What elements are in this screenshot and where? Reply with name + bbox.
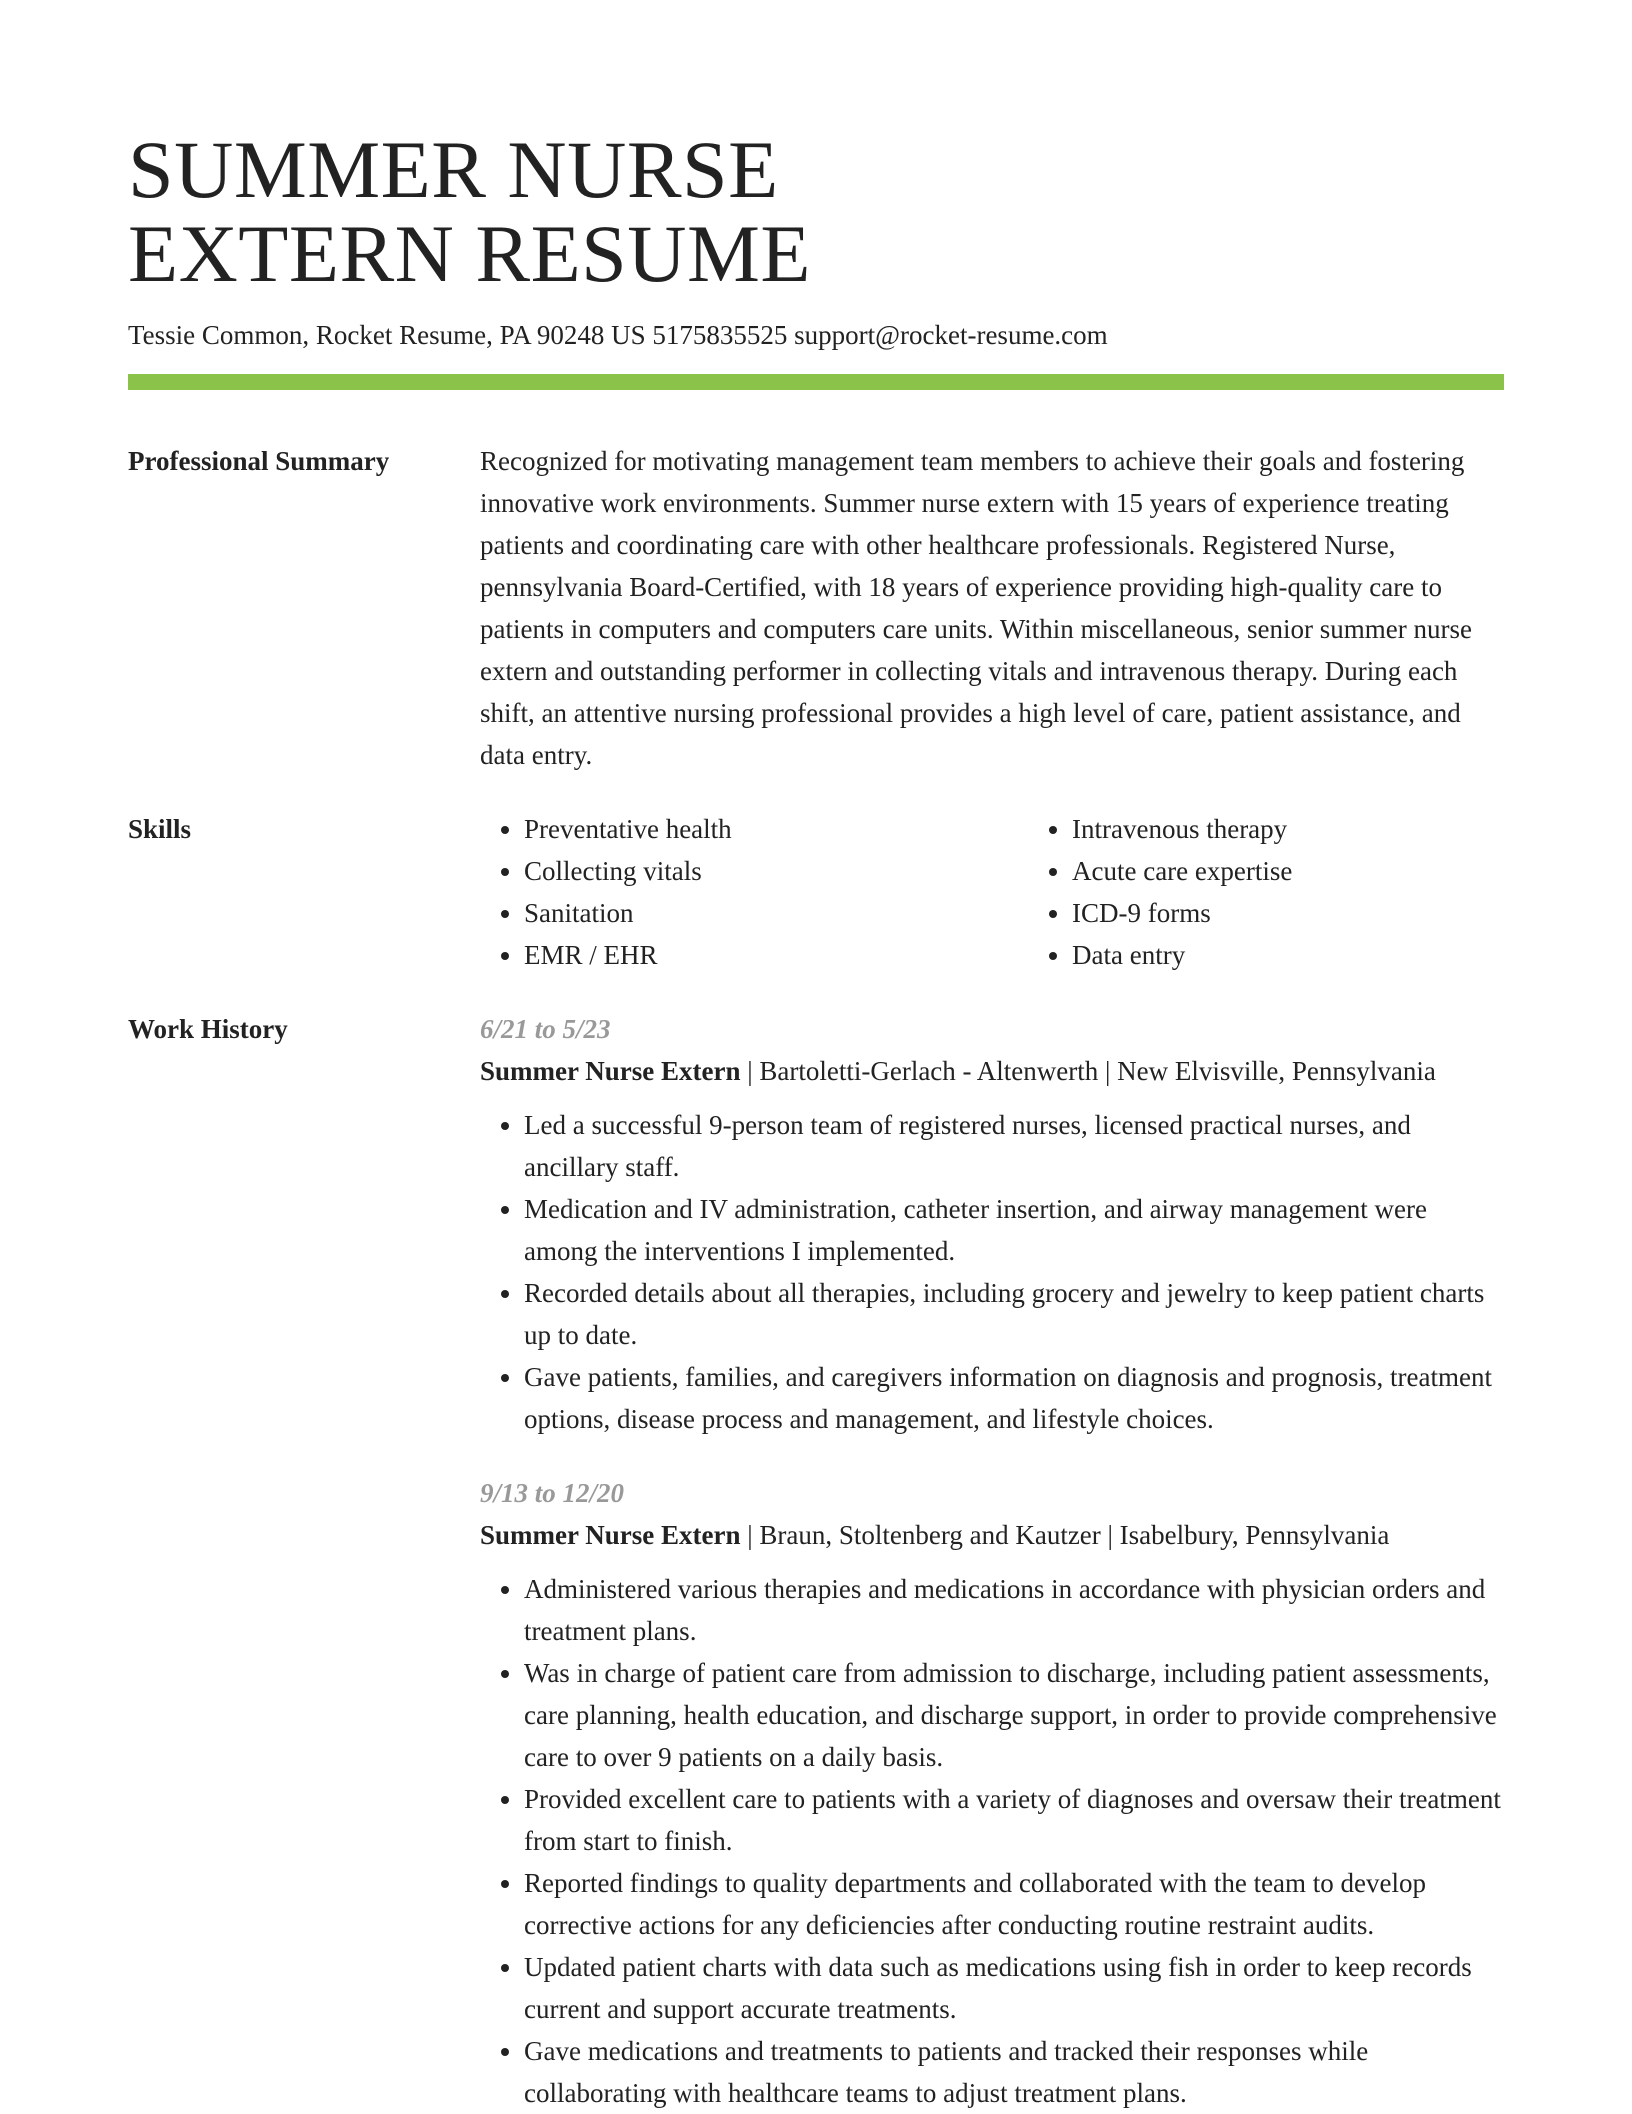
job-entry (480, 1472, 1504, 2114)
skills-column-left (480, 808, 1028, 976)
skill-item: • ICD-9 forms (1072, 892, 1576, 934)
section-label-skills: Skills (128, 814, 192, 844)
job-bullet: • Gave medications and treatments to patients and tracked their responses while collaborating with healthcare teams to adjust treatment plans. (524, 2030, 1504, 2114)
job-employer-location: | Bartoletti-Gerlach - Altenwerth | New Elvisville, Pennsylvania (740, 1056, 1436, 1086)
job-bullet: • Updated patient charts with data such as medications using fish in order to keep records current and support accurate treatments. (524, 1946, 1504, 2030)
contact-name: Tessie Common, (128, 320, 310, 350)
job-bullet: • Medication and IV administration, catheter insertion, and airway management were among the interventions I implemented. (524, 1188, 1504, 1272)
contact-line (128, 318, 1504, 352)
skill-item: • Sanitation (524, 892, 1028, 934)
resume-header (128, 124, 1504, 390)
job-employer-location: | Braun, Stoltenberg and Kautzer | Isabelbury, Pennsylvania (740, 1520, 1390, 1550)
job-bullet: • Recorded details about all therapies, including grocery and jewelry to keep patient charts up to date. (524, 1272, 1504, 1356)
contact-email: support@rocket-resume.com (794, 320, 1108, 350)
job-bullets (480, 1104, 1504, 1440)
accent-divider (128, 374, 1504, 390)
job-bullet: • Reported findings to quality departments and collaborated with the team to develop corrective actions for any deficiencies after conducting routine restraint audits. (524, 1862, 1504, 1946)
skills-column-right (1028, 808, 1576, 976)
job-bullet: • Administered various therapies and medications in accordance with physician orders and treatment plans. (524, 1568, 1504, 1652)
contact-phone: 5175835525 (652, 320, 788, 350)
skill-item: • Data entry (1072, 934, 1576, 976)
resume-title (128, 124, 1504, 299)
contact-address: Rocket Resume, PA 90248 US (315, 320, 646, 350)
skills-grid (480, 808, 1576, 976)
section-label-work-history: Work History (128, 1014, 288, 1044)
title-line-1: SUMMER NURSE (128, 124, 779, 215)
job-heading (480, 1514, 1504, 1556)
skill-item: • Acute care expertise (1072, 850, 1576, 892)
job-dates: 9/13 to 12/20 (480, 1478, 625, 1508)
job-title: Summer Nurse Extern (480, 1056, 741, 1086)
section-label-summary: Professional Summary (128, 446, 390, 476)
summary-body (480, 440, 1504, 776)
skills-section (128, 808, 1504, 976)
job-bullet: • Gave patients, families, and caregivers information on diagnosis and prognosis, treatment options, disease process and management, and lifestyle choices. (524, 1356, 1504, 1440)
resume-page (128, 124, 1504, 2114)
work-history-body (480, 1008, 1504, 2114)
summary-text: Recognized for motivating management team members to achieve their goals and fostering innovative work environments. Summer nurse extern with 15 years of experience treating patients and coordinating care with other healthcare professionals. Registered Nurse, pennsylvania Board-Certified, with 18 years of experience providing high-quality care to patients in computers and computers care units. Within miscellaneous, senior summer nurse extern and outstanding performer in collecting vitals and intravenous therapy. During each shift, an attentive nursing professional provides a high level of care, patient assistance, and data entry. (480, 446, 1472, 770)
job-heading (480, 1050, 1504, 1092)
job-entry (480, 1008, 1504, 1440)
skill-item: • EMR / EHR (524, 934, 1028, 976)
job-title: Summer Nurse Extern (480, 1520, 741, 1550)
professional-summary-section (128, 440, 1504, 776)
skill-item: • Collecting vitals (524, 850, 1028, 892)
job-bullets (480, 1568, 1504, 2114)
job-bullet: • Provided excellent care to patients with a variety of diagnoses and oversaw their treatment from start to finish. (524, 1778, 1504, 1862)
job-bullet: • Led a successful 9-person team of registered nurses, licensed practical nurses, and ancillary staff. (524, 1104, 1504, 1188)
title-line-2: EXTERN RESUME (128, 208, 811, 299)
job-dates: 6/21 to 5/23 (480, 1014, 611, 1044)
work-history-section (128, 1008, 1504, 2114)
job-bullet: • Was in charge of patient care from admission to discharge, including patient assessments, care planning, health education, and discharge support, in order to provide comprehensive care to over 9 patients on a daily basis. (524, 1652, 1504, 1778)
skill-item: • Intravenous therapy (1072, 808, 1576, 850)
skill-item: • Preventative health (524, 808, 1028, 850)
